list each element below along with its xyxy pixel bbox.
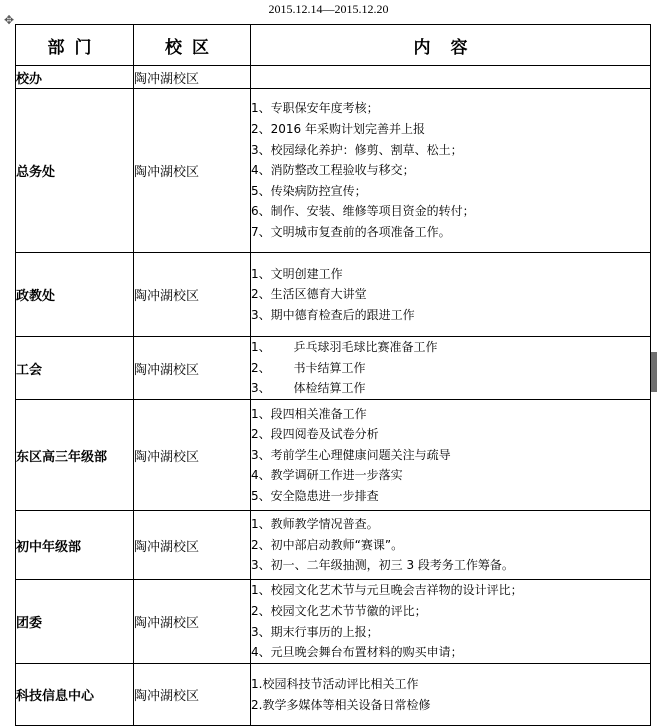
content-item: 5、传染病防控宣传；	[251, 183, 367, 198]
header-campus: 校区	[134, 25, 251, 66]
dept-cell: 政教处	[16, 253, 134, 337]
content-item: 2、2016 年采购计划完善并上报	[251, 122, 425, 137]
content-item: 2、段四阅卷及试卷分析	[251, 427, 379, 442]
content-item: 7、文明城市复查前的各项准备工作。	[251, 224, 451, 239]
content-item: 1、段四相关准备工作	[251, 406, 367, 421]
dept-cell: 团委	[16, 580, 134, 664]
content-cell	[251, 89, 651, 253]
content-item: 1.校园科技节活动评比相关工作	[251, 676, 419, 691]
content-item: 3、考前学生心理健康问题关注与疏导	[251, 447, 451, 462]
campus-cell: 陶冲湖校区	[134, 664, 251, 726]
table-row	[16, 511, 651, 580]
table-move-handle-icon[interactable]: ✥	[3, 13, 15, 27]
campus-cell: 陶冲湖校区	[134, 253, 251, 337]
content-cell	[251, 253, 651, 337]
content-item: 1、 乒乓球羽毛球比赛准备工作	[251, 340, 438, 355]
dept-cell: 初中年级部	[16, 511, 134, 580]
content-item: 3、校园绿化养护：修剪、割草、松土；	[251, 142, 463, 157]
content-item: 4、元旦晚会舞台布置材料的购买申请；	[251, 645, 463, 660]
content-item: 3、 体检结算工作	[251, 381, 366, 396]
campus-cell: 陶冲湖校区	[134, 337, 251, 400]
table-row	[16, 66, 651, 89]
campus-cell: 陶冲湖校区	[134, 580, 251, 664]
content-item: 4、消防整改工程验收与移交；	[251, 163, 415, 178]
content-item: 2、校园文化艺术节节徽的评比；	[251, 603, 427, 618]
campus-cell: 陶冲湖校区	[134, 66, 251, 89]
campus-cell: 陶冲湖校区	[134, 89, 251, 253]
header-dept: 部门	[16, 25, 134, 66]
table-row	[16, 253, 651, 337]
table-row	[16, 337, 651, 400]
dept-cell: 工会	[16, 337, 134, 400]
content-item: 1、教师教学情况普查。	[251, 517, 379, 532]
content-item: 3、期末行事历的上报；	[251, 624, 379, 639]
content-item: 5、安全隐患进一步排查	[251, 488, 379, 503]
content-item: 3、初一、二年级抽测，初三 3 段考务工作筹备。	[251, 558, 514, 573]
content-cell	[251, 337, 651, 400]
content-cell	[251, 664, 651, 726]
content-item: 2、初中部启动教师“赛课”。	[251, 537, 404, 552]
campus-cell: 陶冲湖校区	[134, 400, 251, 511]
schedule-table	[15, 24, 651, 726]
content-item: 3、期中德育检查后的跟进工作	[251, 307, 415, 322]
content-item: 1、校园文化艺术节与元旦晚会吉祥物的设计评比；	[251, 583, 523, 598]
dept-cell: 校办	[16, 66, 134, 89]
dept-cell: 东区高三年级部	[16, 400, 134, 511]
content-cell	[251, 400, 651, 511]
dept-cell: 科技信息中心	[16, 664, 134, 726]
content-item: 6、制作、安装、维修等项目资金的转付；	[251, 204, 475, 219]
scroll-marker[interactable]	[651, 352, 657, 392]
content-item: 1、文明创建工作	[251, 266, 343, 281]
campus-cell: 陶冲湖校区	[134, 511, 251, 580]
date-range: 2015.12.14—2015.12.20	[268, 2, 389, 16]
content-cell	[251, 511, 651, 580]
table-row	[16, 664, 651, 726]
content-item: 1、专职保安年度考核；	[251, 101, 379, 116]
content-cell	[251, 66, 651, 89]
content-cell	[251, 580, 651, 664]
content-item: 2.教学多媒体等相关设备日常检修	[251, 697, 431, 712]
content-item: 4、教学调研工作进一步落实	[251, 468, 403, 483]
table-row	[16, 89, 651, 253]
table-row	[16, 580, 651, 664]
header-row	[16, 25, 651, 66]
dept-cell: 总务处	[16, 89, 134, 253]
table-row	[16, 400, 651, 511]
header-content: 内容	[251, 25, 651, 66]
content-item: 2、 书卡结算工作	[251, 360, 366, 375]
content-item: 2、生活区德育大讲堂	[251, 287, 367, 302]
schedule-body	[16, 66, 651, 726]
